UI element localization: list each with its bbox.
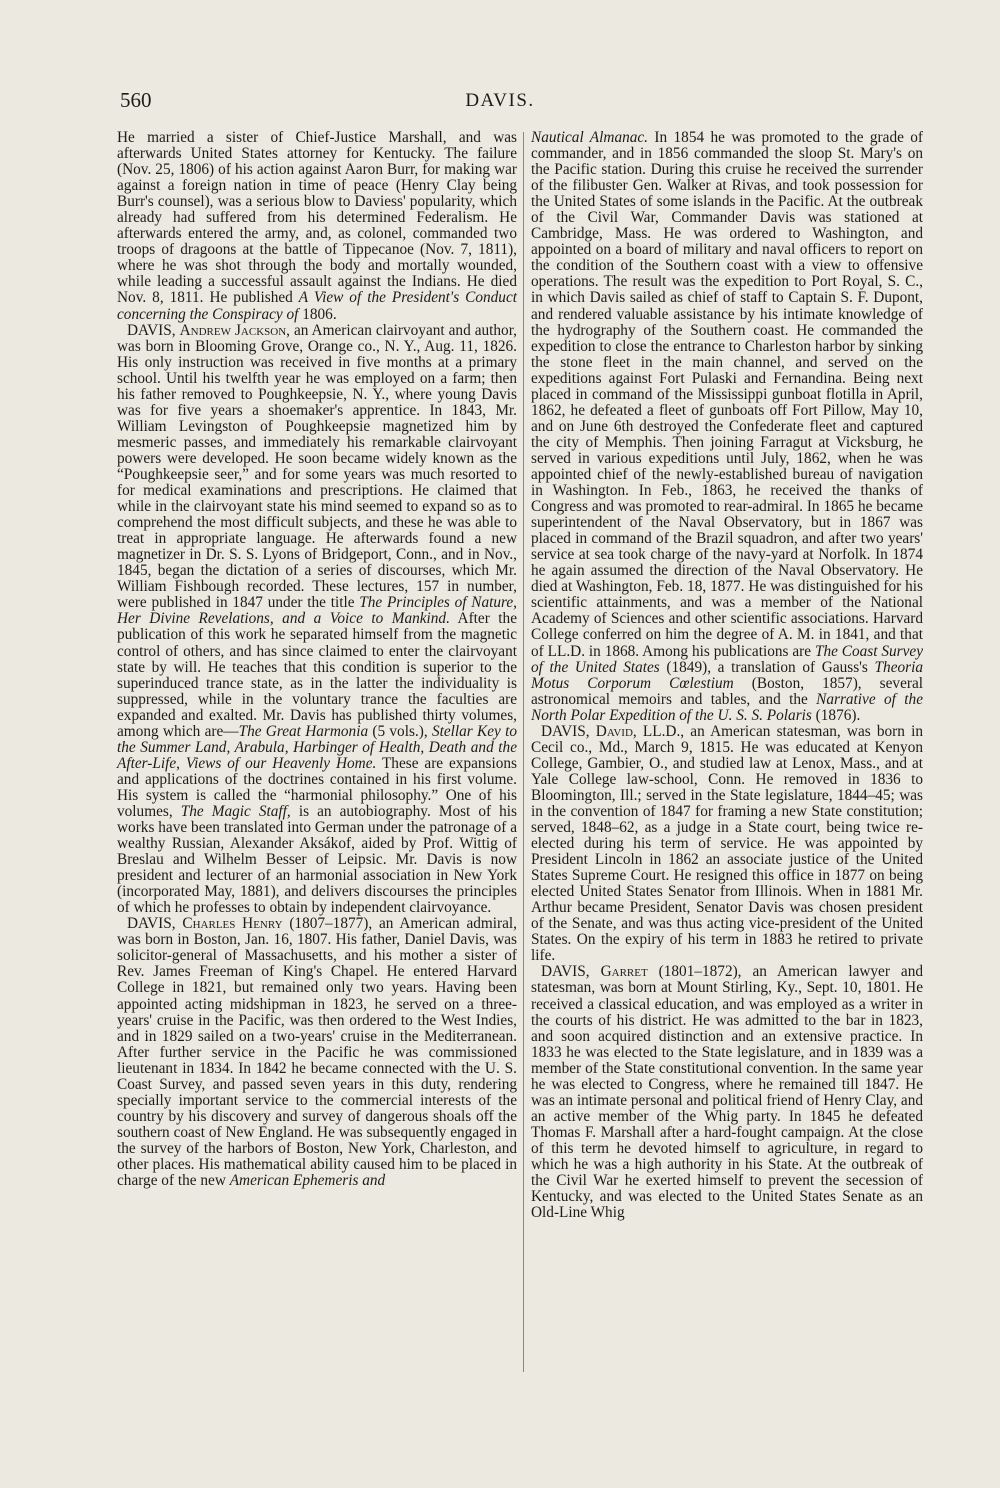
page-number: 560 bbox=[120, 88, 152, 112]
page-header bbox=[0, 88, 1000, 128]
left-column bbox=[117, 130, 517, 1189]
entry-heading-surname: DAVIS, bbox=[541, 963, 601, 981]
entry-heading-given: Garret bbox=[600, 963, 648, 981]
daviess-continuation: He married a sister of Chief-Justice Marshall, and was afterwards United States attorney for Kentucky. The failure (Nov. 25, 1806) of his action against Aaron Burr, for making war against a foreign nation in time of peace (Henry Clay being Burr's counsel), was a serious blow to Daviess' popularity, which already had suffered from his determined Federalism. He afterwards entered the army, and, as colonel, commanded two troops of dragoons at the battle of Tippecanoe (Nov. 7, 1811), where he was shot through the body and mortally wounded, while leading a successful assault against the Indians. He died Nov. 8, 1811. He published A View of the President's Conduct concerning the Conspiracy of 1806. bbox=[117, 129, 517, 323]
entry-david-davis: DAVIS, David, LL.D., an American statesman, was born in Cecil co., Md., March 9, 1815. He was educated at Kenyon College, Gambier, O., and studied law at Lenox, Mass., and at Yale College law-school, Conn. He removed in 1836 to Bloomington, Ill.; served in the State legislature, 1844–45; was in the convention of 1847 for framing a new State constitution; served, 1848–62, as a judge in a State court, being twice re-elected during his term of service. He was appointed by President Lincoln in 1862 an associate justice of the United States Supreme Court. He resigned this office in 1877 on being elected United States Senator from Illinois. When in 1881 Mr. Arthur became President, Senator Davis was chosen president of the Senate, and was thus acting vice-president of the United States. On the expiry of his term in 1883 he retired to private life. bbox=[531, 722, 923, 965]
entry-andrew-jackson-davis: DAVIS, Andrew Jackson, an American clairvoyant and author, was born in Blooming Grove, Orange co., N. Y., Aug. 11, 1826. His only instruction was received in five months at a primary school. Until his twelfth year he was employed on a farm; then his father removed to Poughkeepsie, N. Y., where young Davis was for five years a shoemaker's apprentice. In 1843, Mr. William Levingston of Poughkeepsie magnetized him by mesmeric passes, and immediately his remarkable clairvoyant powers were developed. He soon became widely known as the “Poughkeepsie seer,” and for some years was much resorted to for medical examinations and prescriptions. He claimed that while in the clairvoyant state his mind seemed to expand so as to comprehend the most difficult subjects, and these he was able to treat in appropriate language. He afterwards found a new magnetizer in Dr. S. S. Lyons of Bridgeport, Conn., and in Nov., 1845, began the dictation of a series of discourses, which Mr. William Fishbough recorded. These lectures, 157 in number, were published in 1847 under the title The Principles of Nature, Her Divine Revelations, and a Voice to Mankind. After the publication of this work he separated himself from the magnetic control of others, and has since claimed to enter the clairvoyant state by will. He teaches that this condition is superior to the superinduced trance state, as in the latter the individuality is suppressed, while in the voluntary trance the faculties are expanded and exalted. Mr. Davis has published thirty volumes, among which are—The Great Harmonia (5 vols.), Stellar Key to the Summer Land, Arabula, Harbinger of Health, Death and the After-Life, Views of our Heavenly Home. These are expansions and applications of the doctrines contained in his first volume. His system is called the “harmonial philosophy.” One of his volumes, The Magic Staff, is an autobiography. Most of his works have been translated into German under the patronage of a wealthy Russian, Alexander Aksákof, aided by Prof. Wittig of Breslau and Wilhelm Besser of Leipsic. Mr. Davis is now president and lecturer of an harmonial association in New York (incorporated May, 1881), and delivers discourses the principles of which he professes to obtain by independent clairvoyance. bbox=[117, 321, 518, 917]
running-head: DAVIS. bbox=[465, 90, 535, 111]
entry-charles-henry-davis: DAVIS, Charles Henry (1807–1877), an American admiral, was born in Boston, Jan. 16, 1807. His father, Daniel Davis, was solicitor-general of Massachusetts, and his mother a sister of Rev. James Freeman of King's Chapel. He entered Harvard College in 1821, but remained only two years. Having been appointed acting midshipman in 1823, he served on a three-years' cruise in the Pacific, was then ordered to the West Indies, and in 1829 sailed on a two-years' cruise in the Mediterranean. After further service in the Pacific he was commissioned lieutenant in 1834. In 1842 he became connected with the U. S. Coast Survey, and passed seven years in this duty, rendering specially important service to the commercial interests of the country by his discovery and survey of dangerous shoals off the southern coast of New England. He was subsequently engaged in the survey of the harbors of Boston, New York, Charleston, and other places. His mathematical ability caused him to be placed in charge of the new American Ephemeris and bbox=[117, 915, 517, 1190]
entry-heading-given: Charles Henry bbox=[182, 915, 283, 933]
charles-henry-davis-continuation: Nautical Almanac. In 1854 he was promoted to the grade of commander, and in 1856 commanded the sloop St. Mary's on the Pacific station. During this cruise he received the surrender of the filibuster Gen. Walker at Rivas, and took possession for the United States of some islands in the Pacific. At the outbreak of the Civil War, Commander Davis was stationed at Cambridge, Mass. He was ordered to Washington, and appointed on a board of military and naval officers to report on the condition of the Southern coast with a view to offensive operations. The result was the expedition to Port Royal, S. C., in which Davis sailed as chief of staff to Captain S. F. Dupont, and rendered valuable assistance by his intimate knowledge of the hydrography of the Southern coast. He commanded the expedition to close the entrance to Charleston harbor by sinking the stone fleet in the main channel, and served on the expeditions against Fort Pulaski and Fernandina. Being next placed in command of the Mississippi gunboat flotilla in April, 1862, he defeated a fleet of gunboats off Fort Pillow, May 10, and on June 6th destroyed the Confederate fleet and captured the city of Memphis. Then joining Farragut at Vicksburg, he served in various expeditions until July, 1862, when he was appointed chief of the newly-established bureau of navigation in Washington. In Feb., 1863, he received the thanks of Congress and was promoted to rear-admiral. In 1865 he became superintendent of the Naval Observatory, but in 1867 was placed in command of the Brazil squadron, and after two years' service at sea took charge of the navy-yard at Norfolk. In 1874 he again assumed the direction of the Naval Observatory. He died at Washington, Feb. 18, 1877. He was distinguished for his scientific attainments, and was a member of the National Academy of Sciences and other scientific associations. Harvard College conferred on him the degree of A. M. in 1841, and that of LL.D. in 1868. Among his publications are The Coast Survey of the United States (1849), a translation of Gauss's Theoria Motus Corporum Cœlestium (Boston, 1857), several astronomical memoirs and tables, and the Narrative of the North Polar Expedition of the U. S. S. Polaris (1876). bbox=[531, 129, 924, 724]
entry-garret-davis: DAVIS, Garret (1801–1872), an American lawyer and statesman, was born at Mount Stirling, Ky., Sept. 10, 1801. He received a classical education, and was employed as a writer in the courts of his district. He was admitted to the bar in 1823, and soon acquired distinction and an extensive practice. In 1833 he was elected to the State legislature, and in 1839 was a member of the State constitutional convention. In the same year he was elected to Congress, where he remained till 1847. He was an intimate personal and political friend of Henry Clay, and an active member of the Whig party. In 1845 he defeated Thomas F. Marshall after a hard-fought campaign. At the close of this term he devoted himself to agriculture, in regard to which he was a high authority in his State. At the outbreak of the Civil War he exerted himself to prevent the secession of Kentucky, and was elected to the United States Senate as an Old-Line Whig bbox=[531, 963, 924, 1222]
entry-heading-surname: DAVIS, bbox=[127, 321, 180, 339]
entry-heading-given: David bbox=[595, 722, 633, 740]
entry-heading-given: Andrew Jackson bbox=[179, 321, 287, 339]
right-column bbox=[531, 130, 923, 1221]
column-divider bbox=[523, 132, 524, 1372]
entry-heading-surname: DAVIS, bbox=[127, 915, 183, 933]
entry-heading-surname: DAVIS, bbox=[541, 722, 596, 740]
